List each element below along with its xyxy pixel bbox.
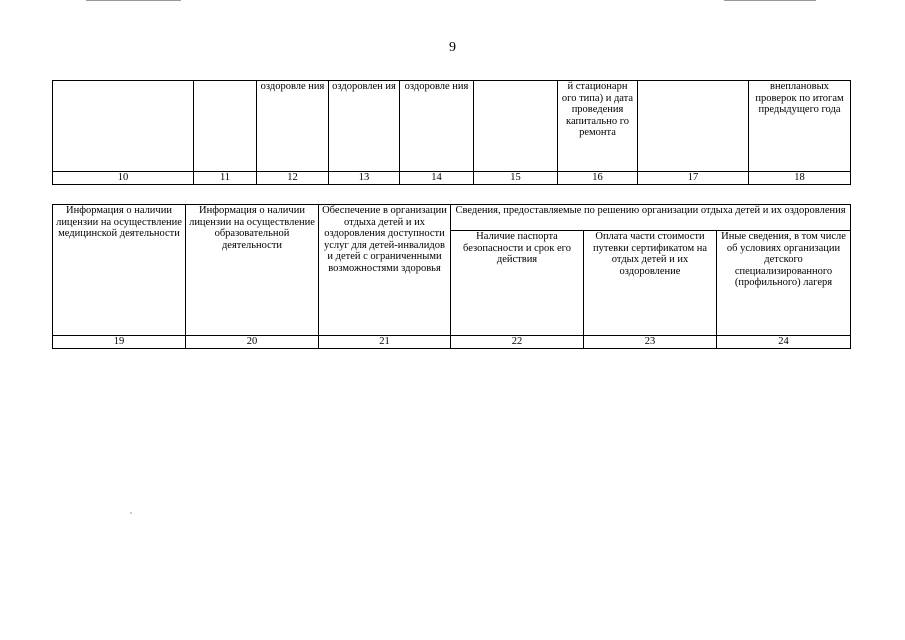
column-number: 10 (53, 172, 194, 185)
header-other-info: Иные сведения, в том числе об условиях организации детского специализированного (профильного) лагеря (717, 231, 851, 336)
header-educational-license: Информация о наличии лицензии на осуществление образовательной деятельности (186, 205, 319, 336)
header-group-additional-info: Сведения, предоставляемые по решению организации отдыха детей и их оздоровления (451, 205, 851, 231)
cell-col15 (474, 81, 558, 172)
cell-col13: оздоровлен ия (329, 81, 400, 172)
header-safety-passport: Наличие паспорта безопасности и срок его действия (451, 231, 584, 336)
cell-col10 (53, 81, 194, 172)
column-number-row (53, 336, 851, 349)
table-header-row (53, 205, 851, 231)
header-accessibility: Обеспечение в организации отдыха детей и их оздоровления доступности услуг для детей-инвалидов и детей с ограниченными возможностями здоровья (319, 205, 451, 336)
column-number: 24 (717, 336, 851, 349)
page-number: 9 (449, 40, 456, 55)
column-number: 15 (474, 172, 558, 185)
scan-edge-line (724, 0, 816, 1)
column-number: 22 (451, 336, 584, 349)
column-number-row (53, 172, 851, 185)
column-number: 13 (329, 172, 400, 185)
column-number: 14 (400, 172, 474, 185)
column-number: 11 (194, 172, 257, 185)
column-number: 21 (319, 336, 451, 349)
cell-col17 (638, 81, 749, 172)
cell-col16: й стационарн ого типа) и дата проведения капитально го ремонта (558, 81, 638, 172)
cell-col18: внеплановых проверок по итогам предыдущего года (749, 81, 851, 172)
column-number: 17 (638, 172, 749, 185)
column-number: 12 (257, 172, 329, 185)
scan-speck (130, 512, 132, 514)
column-number: 18 (749, 172, 851, 185)
column-number: 20 (186, 336, 319, 349)
header-certificate-payment: Оплата части стоимости путевки сертификатом на отдых детей и их оздоровление (584, 231, 717, 336)
table-information (52, 204, 851, 349)
cell-col11 (194, 81, 257, 172)
column-number: 16 (558, 172, 638, 185)
column-number: 23 (584, 336, 717, 349)
column-number: 19 (53, 336, 186, 349)
header-medical-license: Информация о наличии лицензии на осуществление медицинской деятельности (53, 205, 186, 336)
table-continuation (52, 80, 851, 185)
cell-col14: оздоровле ния (400, 81, 474, 172)
table-row (53, 81, 851, 172)
cell-col12: оздоровле ния (257, 81, 329, 172)
scan-edge-line (86, 0, 181, 1)
